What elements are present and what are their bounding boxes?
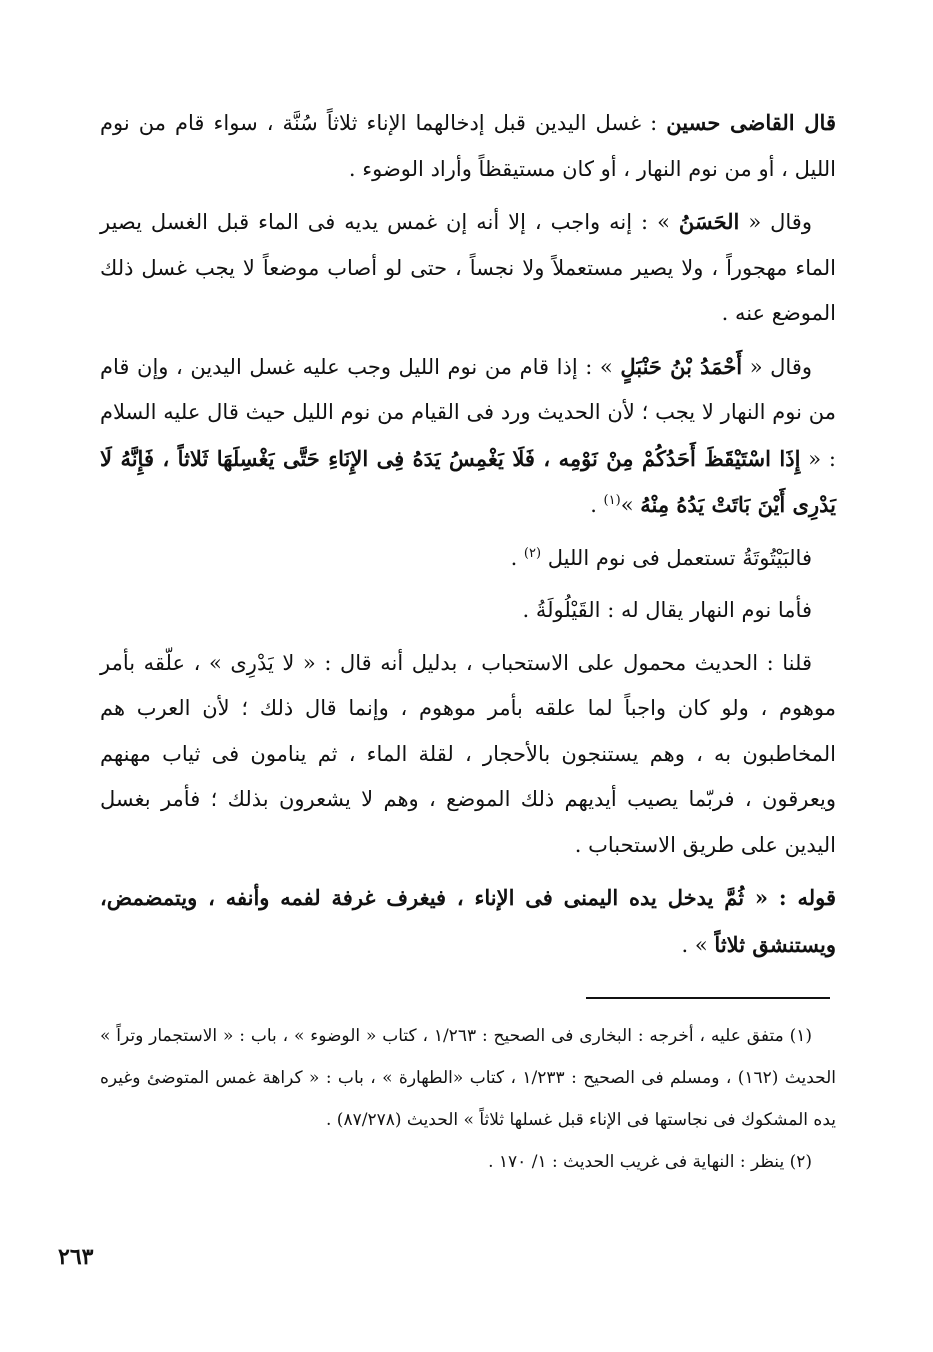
footnote-ref: (٢) — [523, 545, 542, 561]
footnote: (١) متفق عليه ، أخرجه : البخارى فى الصحيح : ١/٢٦٣ ، كتاب « الوضوء » ، باب : « الاستجمار وتراً » الحديث (١٦٢) ، ومسلم فى الصحيح : ١/٢٣٣ ، كتاب «الطهارة » ، باب : « كراهة غمس المتوضئ وغيره يده المشكوك فى نجاستها فى الإناء قبل غسلها ثلاثاً » الحديث (٨٧/٢٧٨) . — [100, 1026, 837, 1130]
text-segment: . — [590, 493, 604, 517]
paragraph — [100, 344, 836, 529]
footnotes — [100, 1015, 836, 1183]
footnote: (٢) ينظر : النهاية فى غريب الحديث : ١/ ١٧٠ . — [488, 1152, 812, 1172]
body-text — [100, 100, 836, 975]
bold-text: قوله : « ثُمَّ يدخل يده اليمنى فى الإناء ، فيغرف غرفة لفمه وأنفه ، ويتمضمض، ويستنشق ثلاثاً — [100, 885, 836, 957]
text-segment: فالبَيْتُوتَةُ تستعمل فى نوم الليل — [541, 545, 812, 570]
text-segment: فأما نوم النهار يقال له : القَيْلُولَةُ . — [522, 598, 812, 622]
text-segment: » — [620, 493, 641, 517]
text-segment: » . — [681, 932, 715, 957]
footnote-divider — [586, 997, 830, 999]
text-segment: » : إذا قام من نوم الليل وجب عليه غسل اليدين ، وإن قام من نوم النهار لا يجب ؛ لأن الحديث ورد فى القيام من نوم الليل حيث قال عليه السلام : « — [100, 354, 836, 471]
footnote-ref: (١) — [603, 493, 621, 508]
paragraph — [100, 536, 836, 582]
paragraph — [100, 588, 836, 634]
text-segment: : غسل اليدين قبل إدخالهما الإناء ثلاثاً سُنَّة ، سواء قام من نوم الليل ، أو من نوم النهار ، أو كان مستيقظاً وأراد الوضوء . — [100, 111, 836, 181]
paragraph — [100, 100, 836, 192]
bold-text: أَحْمَدُ بْنُ حَنْبَلٍ — [620, 353, 743, 379]
text-segment: وقال « — [742, 354, 812, 379]
text-segment: قلنا : الحديث محمول على الاستحباب ، بدليل أنه قال : « لا يَدْرِى » ، علّقه بأمر موهوم ، ولو كان واجباً لما علقه بأمر موهوم ، وإنما قال ذلك ؛ لأن العرب هم المخاطبون به ، وهم يستنجون بالأحجار ، لقلة الماء ، ثم ينامون فى ثياب مهنهم ويعرقون ، فربّما يصيب أيديهم ذلك الموضع ، وهم لا يشعرون بذلك ؛ فأمر بغسل اليدين على طريق الاستحباب . — [100, 650, 836, 857]
bold-text: قال القاضى حسين — [666, 110, 836, 135]
paragraph — [100, 875, 836, 968]
bold-text: الحَسَنُ — [678, 209, 740, 234]
paragraph — [100, 199, 836, 337]
text-segment: . — [510, 545, 524, 570]
paragraph — [100, 641, 836, 869]
text-segment: » : إنه واجب ، إلا أنه إن غمس يديه فى الماء قبل الغسل يصير الماء مهجوراً ، ولا يصير مستعملاً ولا نجساً ، حتى لو أصاب موضعاً لا يجب غسل ذلك الموضع عنه . — [100, 210, 836, 325]
page-number: ٢٦٣ — [58, 1244, 94, 1270]
text-segment: وقال « — [739, 210, 812, 234]
bold-text: إِذَا اسْتَيْقَظَ أَحَدُكُمْ مِنْ نَوْمِه ، فَلَا يَغْمِسُ يَدَهُ فِى الإِنَاءِ حَتَّى يَغْسِلَهَا ثَلاثاً ، فَإِنَّهُ لَا يَدْرِى أَيْنَ بَاتَتْ يَدُهُ مِنْهُ — [100, 445, 836, 517]
